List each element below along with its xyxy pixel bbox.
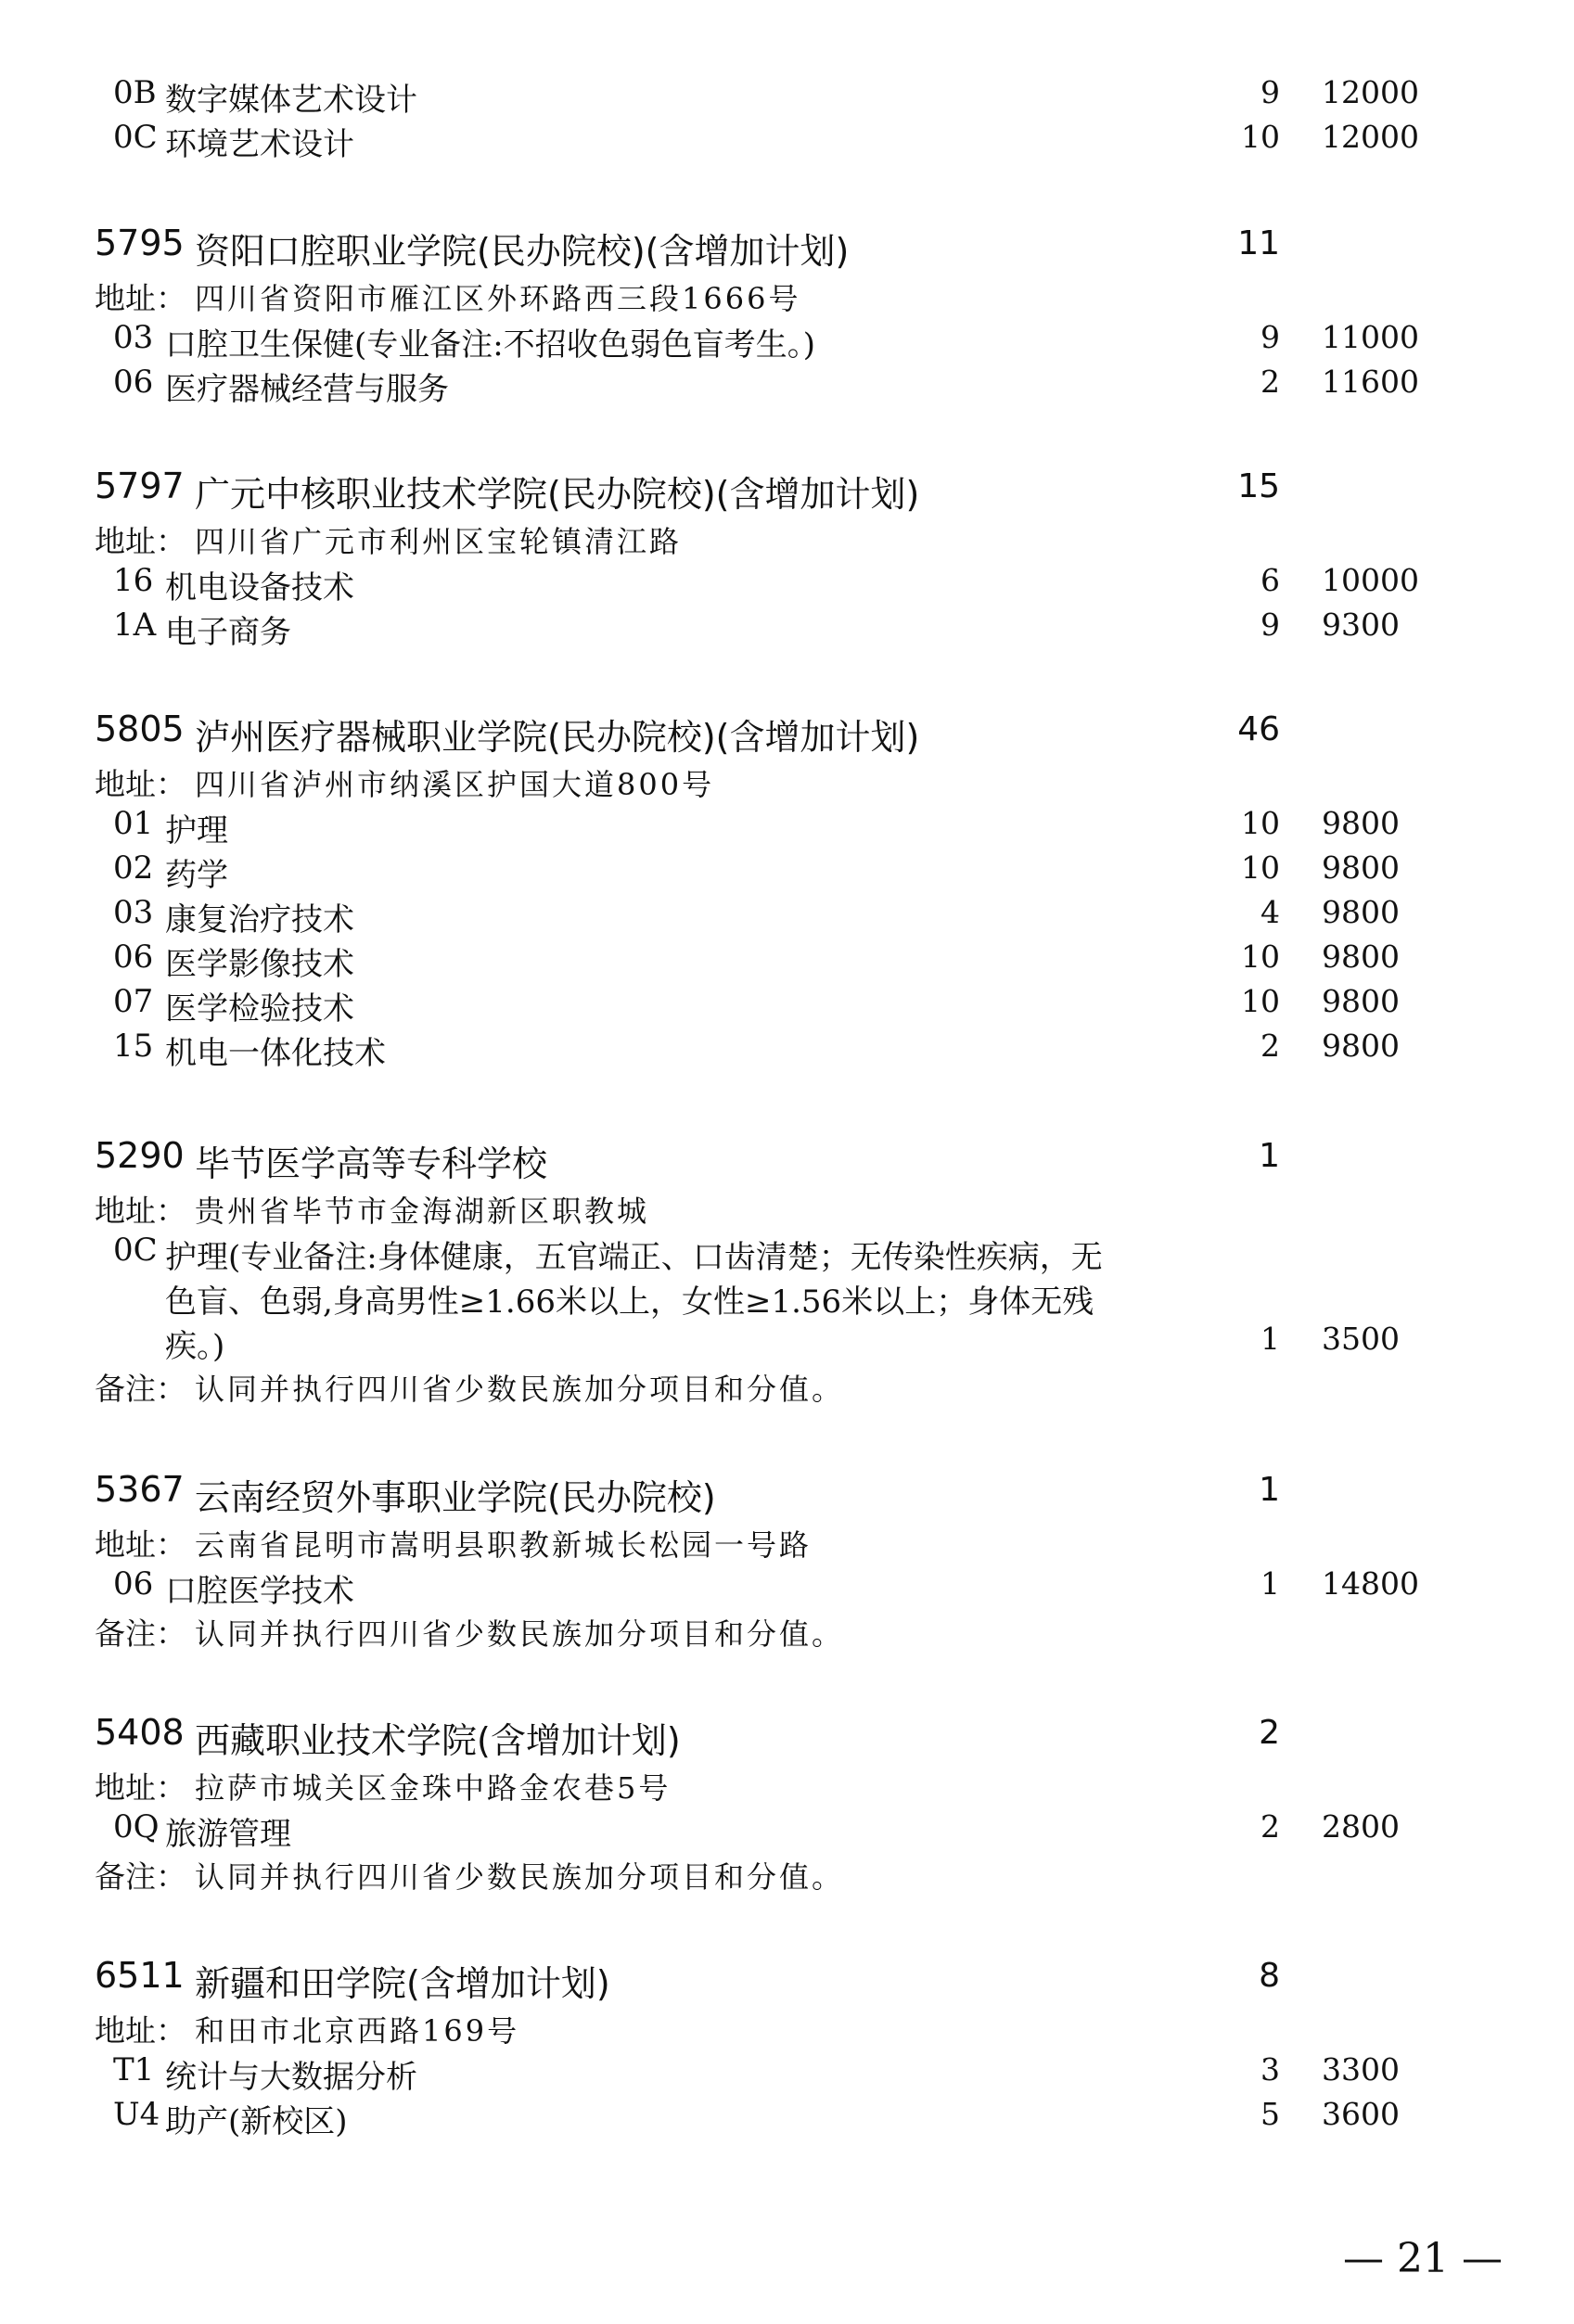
school-code: 5797: [95, 466, 185, 506]
major-fee: 2800: [1322, 1808, 1400, 1845]
address-text: 和田市北京西路169号: [195, 2013, 520, 2049]
major-name: 医疗器械经营与服务: [165, 371, 449, 408]
major-code: 0C: [113, 1232, 158, 1269]
major-name: 机电设备技术: [165, 569, 354, 607]
major-fee: 9800: [1322, 849, 1400, 886]
major-fee: 10000: [1322, 562, 1419, 598]
major-name: 康复治疗技术: [165, 901, 354, 939]
address-text: 四川省资阳市雁江区外环路西三段1666号: [195, 281, 801, 316]
school-name: 泸州医疗器械职业学院(民办院校)(含增加计划): [195, 717, 920, 758]
address-text: 四川省广元市利州区宝轮镇清江路: [195, 524, 683, 559]
major-fee: 9800: [1322, 805, 1400, 841]
note-text: 认同并执行四川省少数民族加分项目和分值。: [195, 1616, 845, 1652]
major-count: 10: [1241, 939, 1280, 975]
major-fee: 3600: [1322, 2096, 1400, 2132]
major-count: 2: [1260, 1028, 1280, 1064]
address-text: 贵州省毕节市金海湖新区职教城: [195, 1194, 650, 1229]
major-name: 口腔医学技术: [165, 1573, 354, 1610]
major-code: 01: [113, 805, 154, 842]
major-name: 机电一体化技术: [165, 1035, 386, 1072]
school-total: 8: [1259, 1957, 1280, 1995]
school-total: 11: [1237, 224, 1280, 262]
note-label: 备注：: [95, 1858, 186, 1895]
major-count: 9: [1260, 74, 1280, 110]
major-fee: 9800: [1322, 1028, 1400, 1064]
major-fee: 3300: [1322, 2051, 1400, 2088]
major-code: 0B: [113, 74, 157, 111]
major-name: 护理: [165, 812, 228, 849]
major-count: 3: [1260, 2051, 1280, 2088]
school-name: 西藏职业技术学院(含增加计划): [195, 1720, 681, 1761]
major-fee: 3500: [1322, 1321, 1400, 1357]
school-total: 1: [1259, 1137, 1280, 1175]
major-code: 0Q: [113, 1808, 160, 1845]
major-count: 9: [1260, 607, 1280, 643]
major-fee: 14800: [1322, 1565, 1419, 1602]
address-label: 地址：: [95, 1526, 186, 1563]
major-code: 1A: [113, 607, 157, 644]
major-name: 电子商务: [165, 614, 291, 651]
school-code: 5290: [95, 1135, 185, 1176]
note-label: 备注：: [95, 1371, 186, 1407]
school-name: 新疆和田学院(含增加计划): [195, 1963, 610, 2004]
address-text: 四川省泸州市纳溪区护国大道800号: [195, 767, 715, 802]
major-code: 06: [113, 1565, 154, 1603]
major-fee: 9300: [1322, 607, 1400, 643]
major-name-line: 色盲、色弱,身高男性≥1.66米以上，女性≥1.56米以上；身体无残: [165, 1283, 1094, 1321]
major-fee: 12000: [1322, 74, 1419, 110]
major-name: 数字媒体艺术设计: [165, 82, 417, 119]
note-text: 认同并执行四川省少数民族加分项目和分值。: [195, 1859, 845, 1895]
school-code: 5805: [95, 709, 185, 749]
major-name: 医学检验技术: [165, 990, 354, 1028]
major-fee: 9800: [1322, 983, 1400, 1019]
address-text: 拉萨市城关区金珠中路金农巷5号: [195, 1770, 672, 1806]
address-text: 云南省昆明市嵩明县职教新城长松园一号路: [195, 1527, 813, 1563]
major-name: 环境艺术设计: [165, 126, 354, 163]
major-count: 4: [1260, 894, 1280, 930]
major-count: 6: [1260, 562, 1280, 598]
major-name: 助产(新校区): [165, 2103, 348, 2140]
major-fee: 9800: [1322, 894, 1400, 930]
major-count: 9: [1260, 319, 1280, 355]
major-name-line: 疾。): [165, 1328, 225, 1365]
major-fee: 11000: [1322, 319, 1419, 355]
major-name: 药学: [165, 857, 228, 894]
address-label: 地址：: [95, 2012, 186, 2049]
school-total: 46: [1237, 710, 1280, 748]
major-fee: 9800: [1322, 939, 1400, 975]
page-number: — 21 —: [1343, 2235, 1503, 2282]
major-code: 06: [113, 939, 154, 976]
school-total: 15: [1237, 467, 1280, 505]
school-name: 毕节医学高等专科学校: [195, 1143, 548, 1184]
school-name: 资阳口腔职业学院(民办院校)(含增加计划): [195, 231, 850, 272]
address-label: 地址：: [95, 766, 186, 802]
major-count: 10: [1241, 849, 1280, 886]
major-code: 03: [113, 894, 154, 931]
major-count: 10: [1241, 119, 1280, 155]
major-name: 统计与大数据分析: [165, 2059, 417, 2096]
major-count: 5: [1260, 2096, 1280, 2132]
major-code: 07: [113, 983, 154, 1020]
note-text: 认同并执行四川省少数民族加分项目和分值。: [195, 1372, 845, 1407]
school-code: 5795: [95, 223, 185, 263]
major-code: 03: [113, 319, 154, 356]
note-label: 备注：: [95, 1615, 186, 1652]
major-code: 15: [113, 1028, 154, 1065]
school-name: 云南经贸外事职业学院(民办院校): [195, 1477, 716, 1518]
major-fee: 11600: [1322, 364, 1419, 400]
major-count: 1: [1260, 1321, 1280, 1357]
address-label: 地址：: [95, 1193, 186, 1229]
school-total: 1: [1259, 1471, 1280, 1509]
major-code: 02: [113, 849, 154, 887]
major-name: 医学影像技术: [165, 946, 354, 983]
major-name: 旅游管理: [165, 1816, 291, 1853]
school-name: 广元中核职业技术学院(民办院校)(含增加计划): [195, 474, 920, 515]
address-label: 地址：: [95, 280, 186, 316]
address-label: 地址：: [95, 523, 186, 559]
major-name: 口腔卫生保健(专业备注:不招收色弱色盲考生。): [165, 326, 815, 364]
major-code: U4: [113, 2096, 160, 2133]
major-count: 10: [1241, 805, 1280, 841]
major-count: 1: [1260, 1565, 1280, 1602]
school-code: 5408: [95, 1712, 185, 1753]
major-code: T1: [113, 2051, 155, 2088]
major-count: 2: [1260, 364, 1280, 400]
major-code: 0C: [113, 119, 158, 156]
school-code: 5367: [95, 1469, 185, 1510]
school-total: 2: [1259, 1714, 1280, 1752]
major-count: 2: [1260, 1808, 1280, 1845]
address-label: 地址：: [95, 1769, 186, 1806]
major-name-line: 护理(专业备注:身体健康，五官端正、口齿清楚；无传染性疾病，无: [165, 1239, 1103, 1276]
major-fee: 12000: [1322, 119, 1419, 155]
major-code: 06: [113, 364, 154, 401]
school-code: 6511: [95, 1955, 185, 1996]
major-count: 10: [1241, 983, 1280, 1019]
major-code: 16: [113, 562, 154, 599]
